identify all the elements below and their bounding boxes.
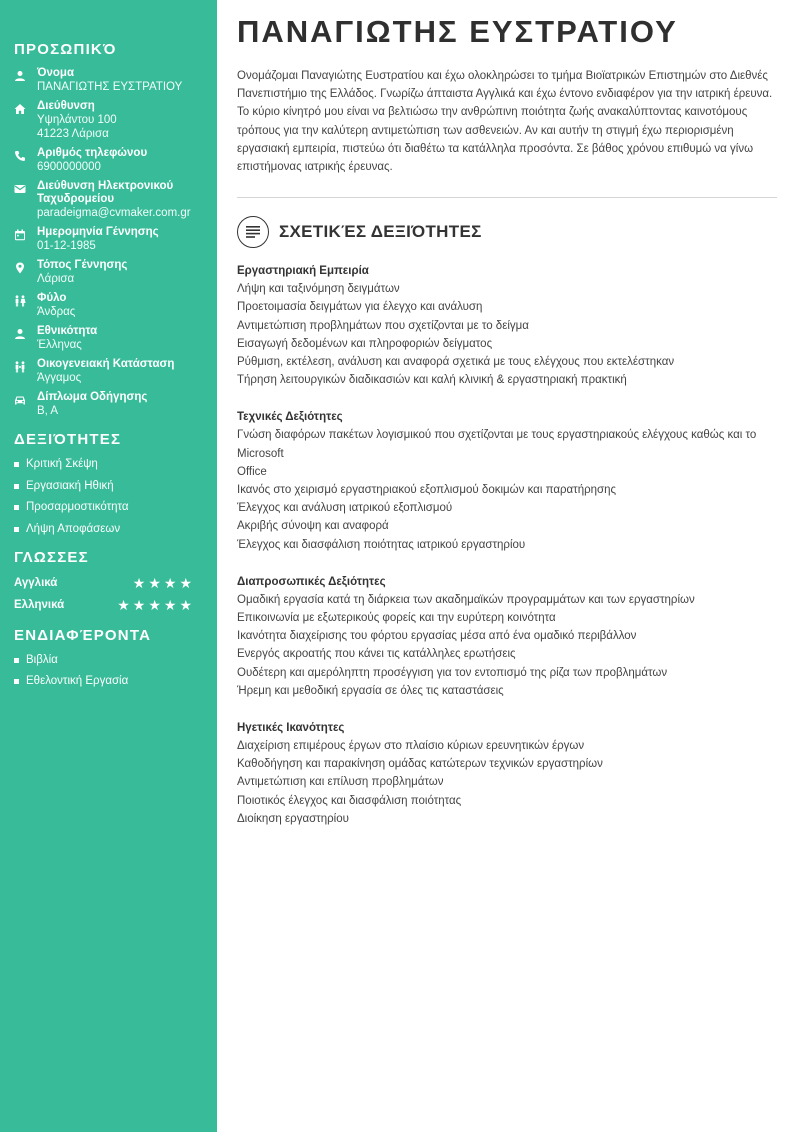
page-title: ΠΑΝΑΓΙΩΤΗΣ ΕΥΣΤΡΑΤΙΟΥ	[237, 14, 678, 49]
personal-info-label: Διεύθυνση	[37, 100, 95, 112]
skill-item	[14, 479, 207, 493]
family-icon	[14, 361, 26, 373]
personal-info-value: Έλληνας	[37, 339, 82, 351]
personal-info-row	[14, 67, 207, 94]
personal-info-label: Ημερομηνία Γέννησης	[37, 226, 159, 238]
skill-item	[14, 522, 207, 536]
home-icon	[14, 103, 26, 115]
personal-info-value: Υψηλάντου 100	[37, 114, 117, 126]
skill-group-item: Office	[237, 465, 267, 478]
skill-group	[237, 408, 777, 553]
personal-info-value: 6900000000	[37, 161, 101, 173]
languages-heading: ΓΛΩΣΣΕΣ	[14, 548, 89, 566]
skill-groups	[237, 262, 777, 828]
skills-list	[14, 457, 207, 536]
language-row	[14, 575, 207, 592]
skill-group-item: Εισαγωγή δεδομένων και πληροφοριών δείγματος	[237, 337, 493, 350]
language-row	[14, 597, 207, 614]
language-name: Ελληνικά	[14, 599, 65, 611]
bullet-square	[14, 484, 19, 489]
skill-group-item: Ικανός στο χειρισμό εργαστηριακού εξοπλισμού δοκιμών και παρατήρησης	[237, 484, 617, 497]
person-icon	[14, 328, 26, 340]
personal-info-value: paradeigma@cvmaker.com.gr	[37, 207, 191, 219]
skill-group-item: Προετοιμασία δειγμάτων για έλεγχο και ανάλυση	[237, 301, 483, 314]
skill-group-item: Καθοδήγηση και παρακίνηση ομάδας κατώτερων τεχνικών εργαστηρίων	[237, 758, 603, 771]
skills-header	[237, 216, 777, 248]
personal-heading: ΠΡΟΣΩΠΙΚΌ	[14, 41, 117, 58]
skill-group-item: Αντιμετώπιση προβλημάτων που σχετίζονται με το δείγμα	[237, 319, 529, 332]
text-lines-icon	[237, 216, 269, 248]
skill-item	[14, 500, 207, 514]
skill-item-label: Εργασιακή Ηθική	[26, 479, 114, 492]
skill-group-item: Λήψη και ταξινόμηση δειγμάτων	[237, 283, 400, 296]
skill-group-title: Διαπροσωπικές Δεξιότητες	[237, 575, 386, 588]
personal-info-label: Αριθμός τηλεφώνου	[37, 147, 148, 159]
languages-list	[14, 575, 207, 614]
main-content	[237, 0, 777, 828]
languages-section	[14, 549, 207, 614]
personal-info-row	[14, 147, 207, 174]
skill-group-item: Ποιοτικός έλεγχος και διασφάλιση ποιότητας	[237, 794, 462, 807]
skill-group-item: Διοίκηση εργαστηρίου	[237, 812, 349, 825]
skills-heading: ΔΕΞΙΌΤΗΤΕΣ	[14, 431, 122, 448]
personal-info-label: Οικογενειακή Κατάσταση	[37, 358, 175, 370]
skill-group-title: Εργαστηριακή Εμπειρία	[237, 265, 369, 278]
personal-info-value: 01-12-1985	[37, 240, 96, 252]
skill-item-label: Λήψη Αποφάσεων	[26, 522, 121, 535]
skill-group-item: Ρύθμιση, εκτέλεση, ανάλυση και αναφορά σχετικά με τους ελέγχους που εκτελέστηκαν	[237, 356, 675, 369]
personal-info-label: Δίπλωμα Οδήγησης	[37, 391, 148, 403]
skill-group-item: Ομαδική εργασία κατά τη διάρκεια των ακαδημαϊκών προγραμμάτων και των εργαστηρίων	[237, 593, 695, 606]
interests-list	[14, 653, 207, 689]
language-name: Αγγλικά	[14, 577, 58, 589]
star-rating: ★★★★	[132, 574, 195, 591]
personal-info-value: Λάρισα	[37, 273, 75, 285]
personal-info-row	[14, 180, 207, 220]
profile-summary: Ονομάζομαι Παναγιώτης Ευστρατίου και έχω ολοκληρώσει το τμήμα Βιοϊατρικών Επιστημών στο Διεθνές Πανεπιστήμιο της Ελλάδος. Γνωρίζω άπταιστα Αγγλικά και έχω έντονο ενδιαφέρον για την ιατρική έρευνα. Το κύριο κίνητρό μου είναι να βελτιώσω την ανθρώπινη ποιότητα ζωής ανακαλύπτοντας καινοτόμους τρόπους για την καλύτερη αντιμετώπιση των ασθενειών. Αν και αυτήν τη στιγμή έχω περιορισμένη εργασιακή εμπειρία, πιστεύω ότι διαθέτω τα κατάλληλα προσόντα. Σε βάθος χρόνου επιθυμώ να γίνω επιστήμονας ιατρικής έρευνας.	[237, 70, 773, 174]
skill-item-label: Κριτική Σκέψη	[26, 458, 98, 470]
bullet-square	[14, 527, 19, 532]
personal-info-row	[14, 259, 207, 286]
bullet-square	[14, 679, 19, 684]
bullet-square	[14, 505, 19, 510]
personal-info-row	[14, 100, 207, 141]
personal-info-value: Άνδρας	[37, 306, 76, 318]
personal-info-label: Τόπος Γέννησης	[37, 259, 128, 271]
calendar-icon	[14, 229, 26, 241]
skill-group-title: Τεχνικές Δεξιότητες	[237, 411, 343, 424]
interest-item	[14, 653, 207, 667]
skill-group-item: Ακριβής σύνοψη και αναφορά	[237, 520, 389, 533]
skill-group	[237, 719, 777, 828]
personal-info-label: Φύλο	[37, 292, 67, 304]
phone-icon	[14, 150, 26, 162]
interests-section	[14, 627, 207, 689]
skill-group-item: Έλεγχος και ανάλυση ιατρικού εξοπλισμού	[237, 502, 453, 515]
skill-group-item: Αντιμετώπιση και επίλυση προβλημάτων	[237, 776, 444, 789]
personal-info-row	[14, 391, 207, 418]
divider	[237, 197, 777, 198]
interest-item	[14, 674, 207, 688]
skills-title: ΣΧΕΤΙΚΈΣ ΔΕΞΙΌΤΗΤΕΣ	[279, 222, 482, 242]
skill-group-item: Γνώση διαφόρων πακέτων λογισμικού που σχετίζονται με τους εργαστηριακούς ελέγχους καθώς και το Microsoft	[237, 429, 757, 460]
skill-item-label: Προσαρμοστικότητα	[26, 501, 129, 513]
skills-section	[14, 431, 207, 536]
personal-info-value: B, A	[37, 405, 59, 417]
personal-info-row	[14, 292, 207, 319]
interest-item-label: Εθελοντική Εργασία	[26, 675, 129, 687]
sidebar	[0, 0, 217, 1132]
skill-group-title: Ηγετικές Ικανότητες	[237, 722, 345, 735]
personal-info-list	[14, 67, 207, 418]
email-icon	[14, 183, 26, 195]
location-pin-icon	[14, 262, 26, 274]
personal-info-row	[14, 325, 207, 352]
interests-heading: ΕΝΔΙΑΦΈΡΟΝΤΑ	[14, 626, 152, 644]
interest-item-label: Βιβλία	[26, 653, 58, 666]
personal-info-value: 41223 Λάρισα	[37, 128, 109, 140]
skill-group-item: Διαχείριση επιμέρους έργων στο πλαίσιο κύριων ερευνητικών έργων	[237, 740, 585, 753]
skill-item	[14, 457, 207, 471]
skill-group	[237, 573, 777, 700]
skill-group-item: Ουδέτερη και αμερόληπτη προσέγγιση για τον εντοπισμό της ρίζα των προβλημάτων	[237, 666, 668, 679]
personal-info-value: Άγγαμος	[37, 372, 82, 384]
personal-info-value: ΠΑΝΑΓΙΩΤΗΣ ΕΥΣΤΡΑΤΙΟΥ	[37, 81, 183, 93]
personal-info-label: Εθνικότητα	[37, 325, 98, 337]
skill-group-item: Επικοινωνία με εξωτερικούς φορείς και την ευρύτερη κοινότητα	[237, 612, 556, 625]
skill-group-item: Τήρηση λειτουργικών διαδικασιών και καλή κλινική & εργαστηριακή πρακτική	[237, 374, 627, 387]
car-icon	[14, 394, 26, 406]
personal-info-row	[14, 358, 207, 385]
gender-icon	[14, 295, 26, 307]
skill-group-item: Έλεγχος και διασφάλιση ποιότητας ιατρικού εργαστηρίου	[237, 538, 526, 551]
skill-group	[237, 262, 777, 389]
personal-info-row	[14, 226, 207, 253]
personal-info-label: Όνομα	[37, 67, 75, 79]
person-icon	[14, 70, 26, 82]
skill-group-item: Ικανότητα διαχείρισης του φόρτου εργασίας μέσα από ένα ομαδικό περιβάλλον	[237, 630, 637, 643]
personal-info-label: Διεύθυνση Ηλεκτρονικού Ταχυδρομείου	[37, 180, 174, 205]
bullet-square	[14, 462, 19, 467]
skill-group-item: Ενεργός ακροατής που κάνει τις κατάλληλες ερωτήσεις	[237, 648, 516, 661]
star-rating: ★★★★★	[117, 596, 195, 613]
skill-group-item: Ήρεμη και μεθοδική εργασία σε όλες τις καταστάσεις	[237, 684, 504, 697]
bullet-square	[14, 658, 19, 663]
